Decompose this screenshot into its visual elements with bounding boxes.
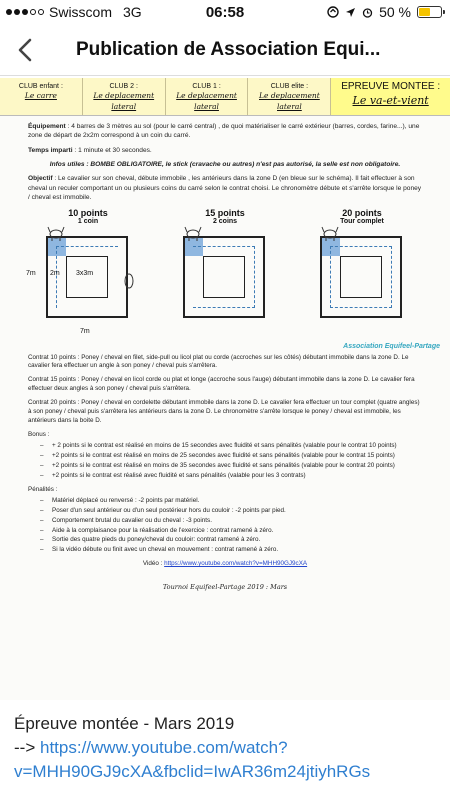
signature: Tournoi Equifeel-Partage 2019 : Mars — [162, 583, 288, 592]
header-cell-epreuve-montee: EPREUVE MONTEE : Le va-et-vient — [331, 78, 450, 115]
battery-icon — [417, 6, 442, 18]
diagram-points-label: 10 points — [68, 207, 108, 218]
diagram-points-label: 20 points — [342, 207, 382, 218]
route-line — [193, 246, 255, 308]
navigation-bar — [0, 24, 450, 76]
caption-link[interactable]: https://www.youtube.com/watch? — [39, 738, 288, 757]
contrat-20-paragraph: Contrat 20 points : Poney / cheval en cordelette débutant immobile dans la zone D. Le cavalier fera effectuer un tour complet (quatre angles) à son poney / cheval puis s'arrêtera les antérieurs dans la zone D. Le chronomètre s'arrête lorsque le poney / cheval est immobile, les antérieurs dans la boite D. — [28, 399, 420, 425]
route-line — [330, 246, 392, 308]
list-item: – + 2 points si le contrat est réalisé en moins de 15 secondes avec fluidité et sans pénalités (valable pour le contrat 10 points) — [40, 442, 422, 451]
diagram-20-points — [302, 208, 422, 350]
list-item: – Aide à la complaisance pour la réalisation de l'exercice : contrat ramené à zéro. — [40, 527, 422, 536]
infos-paragraph: Infos utiles : BOMBE OBLIGATOIRE, le stick (cravache ou autres) n'est pas autorisé, la selle est non obligatoire. — [49, 161, 401, 169]
bonus-list — [40, 442, 422, 481]
alarm-icon — [362, 7, 373, 18]
horse-icon — [46, 222, 66, 242]
diagrams-row — [0, 208, 450, 350]
dim-outer-label: 7m — [26, 269, 36, 277]
caption-arrow: --> — [14, 738, 40, 757]
caption-title: Épreuve montée - Mars 2019 — [14, 714, 235, 733]
carrier-name: Swisscom — [49, 4, 113, 20]
horse-icon — [183, 222, 203, 242]
clock: 06:58 — [205, 4, 245, 21]
page-title: Publication de Association Equi... — [76, 39, 381, 60]
video-line: Vidéo : https://www.youtube.com/watch?v=MHH90GJ9cXA — [142, 560, 308, 568]
caption-link-continued[interactable]: v=MHH90GJ9cXA&fbclid=IwAR36m24jtiyhRGs — [14, 762, 371, 781]
list-item: – Poser d'un seul antérieur ou d'un seul postérieur hors du couloir : -2 points par pied. — [40, 507, 422, 516]
diagram-10-points — [28, 208, 148, 350]
objectif-paragraph: Objectif : Le cavalier sur son cheval, débute immobile , les antérieurs dans la zone D (en bleue sur le schéma). Il fait effectuer à son cheval un reculer comportant un ou plusieurs coins du carré selon le contrat choisi. Le chronomètre débute et s'arrête lorsque le poney / cheval est immobile. — [28, 175, 422, 202]
list-item: – +2 points si le contrat est réalisé en moins de 35 secondes avec fluidité et sans pénalités (valable pour le contrat 20 points) — [40, 462, 422, 471]
horse-icon — [320, 222, 340, 242]
list-item: – +2 points si le contrat est réalisé en moins de 25 secondes avec fluidité et sans pénalités (valable pour le contrat 15 points) — [40, 452, 422, 461]
list-item: – Matériel déplacé ou renversé : -2 points par matériel. — [40, 497, 422, 506]
header-cell-club-1: CLUB 1 : Le deplacement lateral — [166, 78, 249, 115]
video-link[interactable]: https://www.youtube.com/watch?v=MHH90GJ9cXA — [164, 560, 308, 568]
contrat-15-paragraph: Contrat 15 points : Poney / cheval en licol corde ou plat et longe (accroche sous l'auge) débutant immobile dans la zone D. Le cavalier fera effectuer deux angles à son poney / cheval puis s'arrêtera. — [28, 376, 415, 393]
diagram-points-label: 15 points — [205, 207, 245, 218]
status-bar — [0, 0, 450, 24]
status-right — [327, 4, 442, 20]
list-item: – Si la vidéo débute ou finit avec un cheval en mouvement : contrat ramené à zéro. — [40, 546, 422, 555]
temps-paragraph: Temps imparti : 1 minute et 30 secondes. — [28, 146, 152, 154]
diagram-corners-label: Tour complet — [340, 217, 384, 225]
diagram-corners-label: 2 coins — [212, 217, 238, 225]
caption-link-row — [14, 736, 444, 760]
list-item: – Sortie des quatre pieds du poney/cheval du couloir: contrat ramené à zéro. — [40, 536, 422, 545]
association-watermark: Association Equifeel-Partage — [343, 342, 440, 350]
dim-inner-label: 3x3m — [76, 269, 94, 277]
document-intro — [0, 116, 450, 203]
chevron-left-icon — [18, 38, 32, 62]
header-cell-club-elite: CLUB elite : Le deplacement lateral — [248, 78, 331, 115]
equipement-paragraph: Équipement : 4 barres de 3 mètres au sol (pour le carré central) , de quoi matérialiser le carré extérieur (barres, cordes, farine...), une zone de départ de 2x2m correspond à un coin du carré. — [28, 123, 420, 140]
network-type: 3G — [123, 4, 142, 20]
navigation-arrow-icon — [345, 7, 356, 18]
list-item: – +2 points si le contrat est réalisé avec fluidité et sans pénalités (valable pour les 3 contrats) — [40, 472, 422, 481]
penalites-list — [40, 497, 422, 556]
diagram-corners-label: 1 coin — [77, 217, 99, 225]
list-item: – Comportement brutal du cavalier ou du cheval : -3 points. — [40, 517, 422, 526]
route-line — [56, 246, 118, 308]
document-header — [0, 78, 450, 116]
header-cell-club-2: CLUB 2 : Le deplacement lateral — [83, 78, 166, 115]
dim-bottom-label: 7m — [80, 327, 90, 335]
post-caption — [14, 712, 444, 784]
diagram-15-points — [165, 208, 285, 350]
battery-percent: 50 % — [379, 4, 411, 20]
document-rules — [0, 350, 450, 593]
location-icon — [327, 6, 339, 18]
header-cell-club-enfant: CLUB enfant : Le carre — [0, 78, 83, 115]
back-button[interactable] — [10, 32, 40, 68]
horse-icon — [122, 270, 136, 292]
bonus-heading: Bonus : — [28, 431, 50, 439]
post-image[interactable] — [0, 78, 450, 700]
contrat-10-paragraph: Contrat 10 points : Poney / cheval en filet, side-pull ou licol plat ou corde (accroches sur les côtés) débutant immobile dans la zone D. Le cavalier fera effectuer un angle à son poney / cheval puis s'arrêtera. — [28, 353, 409, 370]
penalites-heading: Pénalités : — [28, 485, 58, 493]
dim-zone-label: 2m — [50, 269, 60, 277]
